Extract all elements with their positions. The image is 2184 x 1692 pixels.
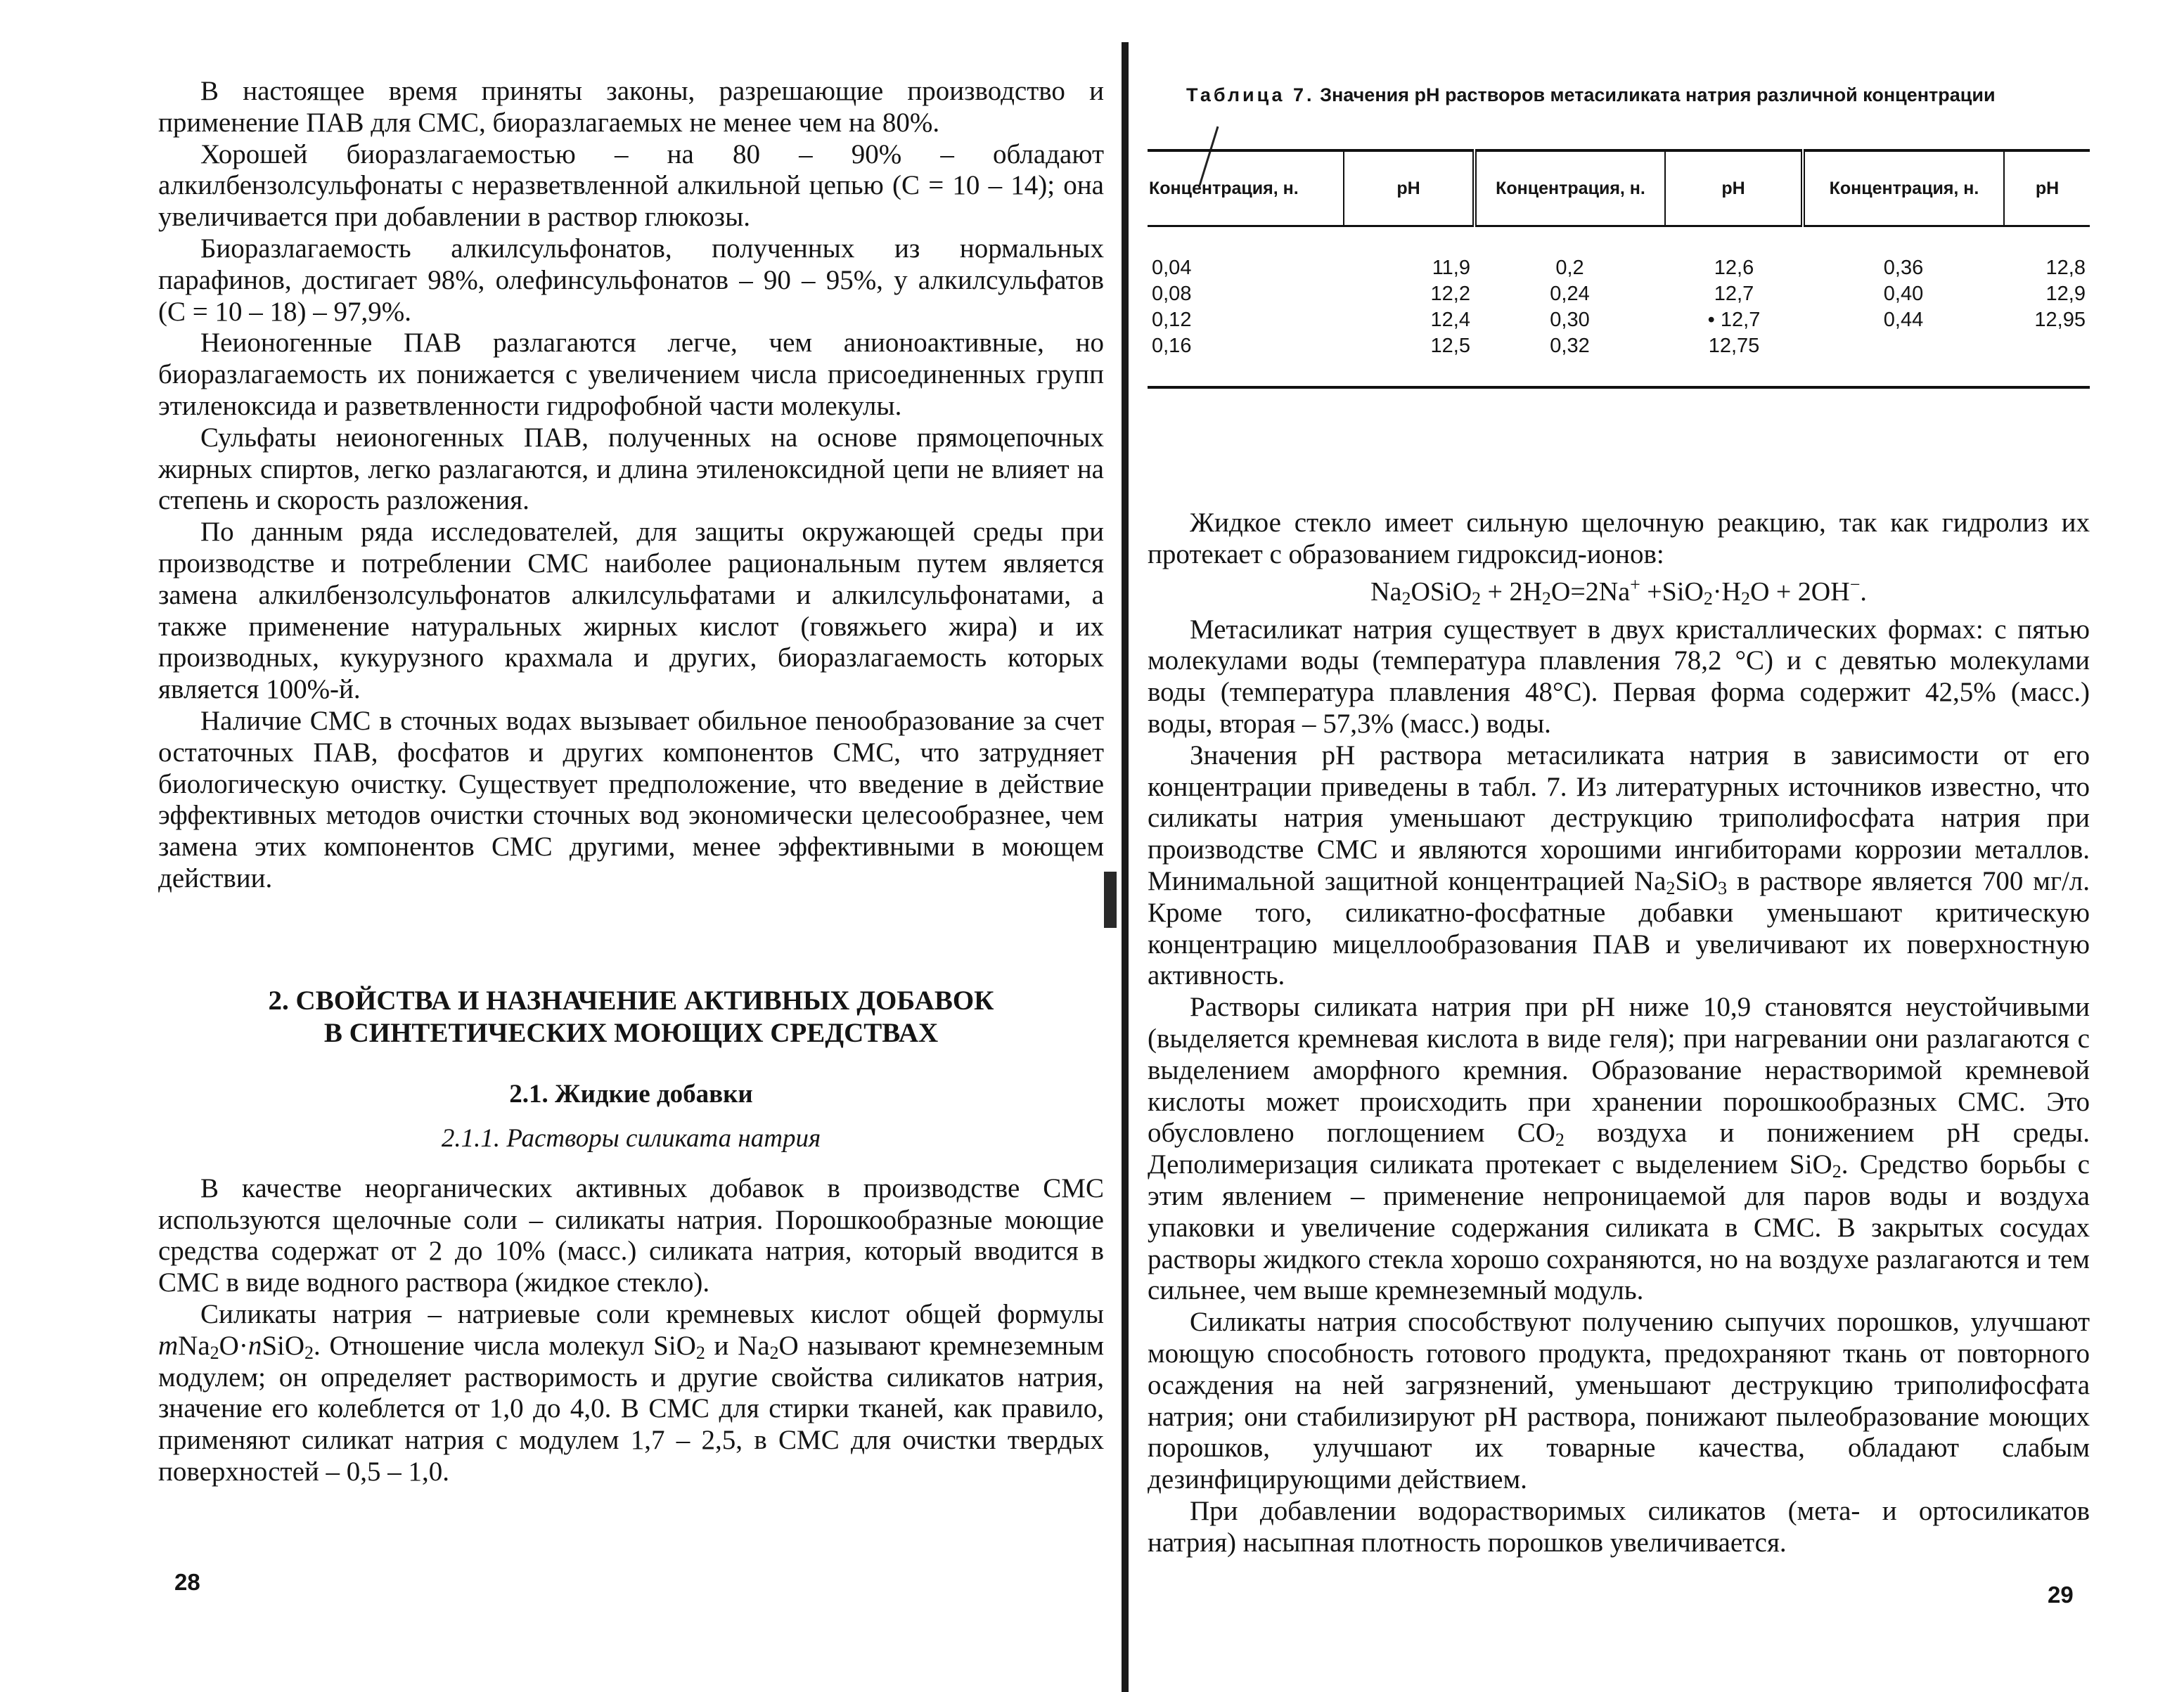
table-cell: 0,44 bbox=[1883, 309, 1924, 331]
table-cell: 0,32 bbox=[1550, 335, 1590, 357]
column-header: Концентрация, н. bbox=[1803, 150, 2004, 226]
right-page bbox=[1148, 76, 2090, 1559]
paragraph: Силикаты натрия способствуют получению сыпучих порошков, улучшают моющую способность готового продукта, предохраняют ткань от повторного осаждения на ней загрязнений, уменьшают деструкцию триполифосфата натрия; они стабилизируют pH раствора, понижают пылеобразование моющих порошков, улучшают их товарные качества, обладают слабым дезинфицирующими действием. bbox=[1148, 1307, 2090, 1495]
table-cell: 12,5 bbox=[1430, 335, 1470, 357]
table-header-row bbox=[1148, 150, 2090, 226]
paragraph: Хорошей биоразлагаемостью – на 80 – 90% – обладают алкилбензолсульфонаты с неразветвленной алкильной цепью (C = 10 – 14); она увеличивается при добавлении в раствор глюкозы. bbox=[158, 138, 1104, 233]
table-caption bbox=[1186, 84, 1996, 106]
table-cell: 0,24 bbox=[1550, 283, 1590, 305]
paragraph: При добавлении водорастворимых силикатов (мета- и ортосиликатов натрия) насыпная плотность порошков увеличивается. bbox=[1148, 1495, 2090, 1558]
table-cell: 0,30 bbox=[1550, 309, 1590, 331]
table-cell: 0,04 bbox=[1152, 257, 1192, 279]
paragraph: Метасиликат натрия существует в двух кристаллических формах: с пятью молекулами воды (температура плавления 78,2 °C) и с девятью молекулами воды (температура плавления 48°C). Первая форма содержит 42,5% (масс.) воды, вторая – 57,3% (масс.) воды. bbox=[1148, 614, 2090, 739]
paragraph: Наличие СМС в сточных водах вызывает обильное пенообразование за счет остаточных ПАВ, фосфатов и других компонентов СМС, что затрудняет биологическую очистку. Существует предположение, что введение в действие эффективных методов очистки сточных вод экономически целесообразнее, чем замена этих компонентов СМС другими, менее эффективными в моющем действии. bbox=[158, 705, 1104, 893]
table-cell: 0,12 bbox=[1152, 309, 1192, 331]
table-row bbox=[1148, 307, 2090, 333]
table-cell: 12,8 bbox=[2045, 257, 2086, 279]
paragraph: Неионогенные ПАВ разлагаются легче, чем анионоактивные, но биоразлагаемость их понижается с увеличением числа присоединенных групп этиленоксида и разветвленности гидрофобной части молекулы. bbox=[158, 328, 1104, 421]
subsubsection-title: 2.1.1. Растворы силиката натрия bbox=[441, 1123, 821, 1153]
column-header: Концентрация, н. bbox=[1475, 150, 1665, 226]
table-cell: • 12,7 bbox=[1707, 309, 1761, 331]
paragraph: По данным ряда исследователей, для защиты окружающей среды при производстве и потреблении СМС наиболее рациональным путем является замена алкилбензолсульфонатов алкилсульфатами и алкилсульфонатами, а также применение натуральных жирных кислот (говяжьего жира) и их производных, кукурузного крахмала и других, биоразлагаемость которых является 100%-й. bbox=[158, 517, 1104, 705]
table-cell: 12,6 bbox=[1714, 257, 1754, 279]
paragraph: В настоящее время приняты законы, разрешающие производство и применение ПАВ для СМС, биоразлагаемых не менее чем на 80%. bbox=[158, 76, 1104, 138]
table-cell: 12,9 bbox=[2045, 283, 2086, 305]
table-cell: 0,40 bbox=[1883, 283, 1924, 305]
paragraph: В качестве неорганических активных добавок в производстве СМС используются щелочные соли – силикаты натрия. Порошкообразные моющие средства содержат от 2 до 10% (масс.) силиката натрия, который вводится в СМС в виде водного раствора (жидкое стекло). bbox=[158, 1173, 1104, 1298]
paragraph: Сульфаты неионогенных ПАВ, полученных на основе прямоцепочных жирных спиртов, легко разлагаются, и длина этиленоксидной цепи не влияет на степень и скорость разложения. bbox=[158, 422, 1104, 516]
column-header: pH bbox=[1344, 150, 1475, 226]
table-caption-label: Таблица 7. bbox=[1186, 84, 1315, 105]
section-title bbox=[158, 985, 1104, 1050]
left-page bbox=[158, 76, 1104, 1488]
table-caption-text: Значения pH растворов метасиликата натрия различной концентрации bbox=[1314, 84, 1996, 105]
spine-shadow bbox=[1104, 872, 1117, 928]
table-cell: 11,9 bbox=[1432, 257, 1470, 279]
column-header: Концентрация, н. bbox=[1148, 150, 1344, 226]
table-cell: 0,16 bbox=[1152, 335, 1192, 357]
section-title-line-1: 2. СВОЙСТВА И НАЗНАЧЕНИЕ АКТИВНЫХ ДОБАВОК bbox=[268, 985, 994, 1016]
ph-table bbox=[1148, 149, 2090, 389]
table-row bbox=[1148, 281, 2090, 307]
paragraph: Биоразлагаемость алкилсульфонатов, полученных из нормальных парафинов, достигает 98%, олефинсульфонатов – 90 – 95%, у алкилсульфатов (С = 10 – 18) – 97,9%. bbox=[158, 233, 1104, 327]
table-row bbox=[1148, 226, 2090, 282]
page-number-right: 29 bbox=[2048, 1582, 2074, 1608]
table-cell: 12,75 bbox=[1708, 335, 1760, 357]
silicate-paragraph: Силикаты натрия – натриевые соли кремневых кислот общей формулы mNa$_2$O·nSiO$_2$. Отношение числа молекул SiO$_2$ и $Na_2O$ называют кремнеземным модулем; он определяет растворимость и другие свойства силикатов натрия, значение его колеблется от 1,0 до 4,0. В СМС для стирки тканей, как правило, применяют силикат натрия с модулем 1,7 – 2,5, в СМС для очистки твердых поверхностей – 0,5 – 1,0. bbox=[158, 1298, 1104, 1487]
column-header: pH bbox=[2004, 150, 2090, 226]
paragraph: Жидкое стекло имеет сильную щелочную реакцию, так как гидролиз их протекает с образованием гидроксид-ионов: bbox=[1148, 508, 2090, 569]
table-cell: 12,95 bbox=[2034, 309, 2086, 331]
subsection-title: 2.1. Жидкие добавки bbox=[509, 1079, 753, 1109]
table-row bbox=[1148, 333, 2090, 387]
table-cell bbox=[2004, 333, 2090, 387]
table-cell: 12,2 bbox=[1430, 283, 1470, 305]
table-cell: 0,2 bbox=[1555, 257, 1584, 279]
page-number-left: 28 bbox=[174, 1569, 200, 1595]
table-cell: 0,36 bbox=[1883, 257, 1924, 279]
section-title-line-2: В СИНТЕТИЧЕСКИХ МОЮЩИХ СРЕДСТВАХ bbox=[323, 1017, 939, 1048]
book-spine bbox=[1122, 42, 1129, 1692]
table-cell: 12,4 bbox=[1430, 309, 1470, 331]
paragraph: Значения pH раствора метасиликата натрия в зависимости от его концентрации приведены в табл. 7. Из литературных источников известно, что силикаты натрия уменьшают деструкцию триполифосфата натрия при производстве СМС и являются хорошими ингибиторами коррозии металлов. Минимальной защитной концентрацией $Na_2SiO_3$ в растворе является 700 мг/л. Кроме того, силикатно-фосфатные добавки уменьшают критическую концентрацию мицеллообразования ПАВ и увеличивают их поверхностную активность. bbox=[1148, 740, 2090, 991]
hydrolysis-formula: $Na_2OSiO_2 + 2H_2O=2Na^+ +SiO_2\cdot H_2O + 2OH^-$. bbox=[1370, 574, 1867, 609]
table-cell: 12,7 bbox=[1714, 283, 1754, 305]
table-block bbox=[1148, 76, 2090, 470]
column-header: pH bbox=[1665, 150, 1803, 226]
table-cell: 0,08 bbox=[1152, 283, 1192, 305]
table-cell bbox=[1803, 333, 2004, 387]
paragraph: Растворы силиката натрия при pH ниже 10,9 становятся неустойчивыми (выделяется кремневая кислота в виде геля); при нагревании они разлагаются с выделением аморфного кремния. Образование нерастворимой кремневой кислоты может происходить при хранении порошкообразных СМС. Это обусловлено поглощением $CO_2$ воздуха и понижением pH среды. Деполимеризация силиката протекает с выделением SiO$_2$. Средство борьбы с этим явлением – применение непроницаемой для паров воды и воздуха упаковки и увеличение содержания силиката в СМС. В закрытых сосудах растворы жидкого стекла хорошо сохраняются, но на воздухе разлагаются и тем сильнее, чем выше кремнеземный модуль. bbox=[1148, 992, 2090, 1306]
